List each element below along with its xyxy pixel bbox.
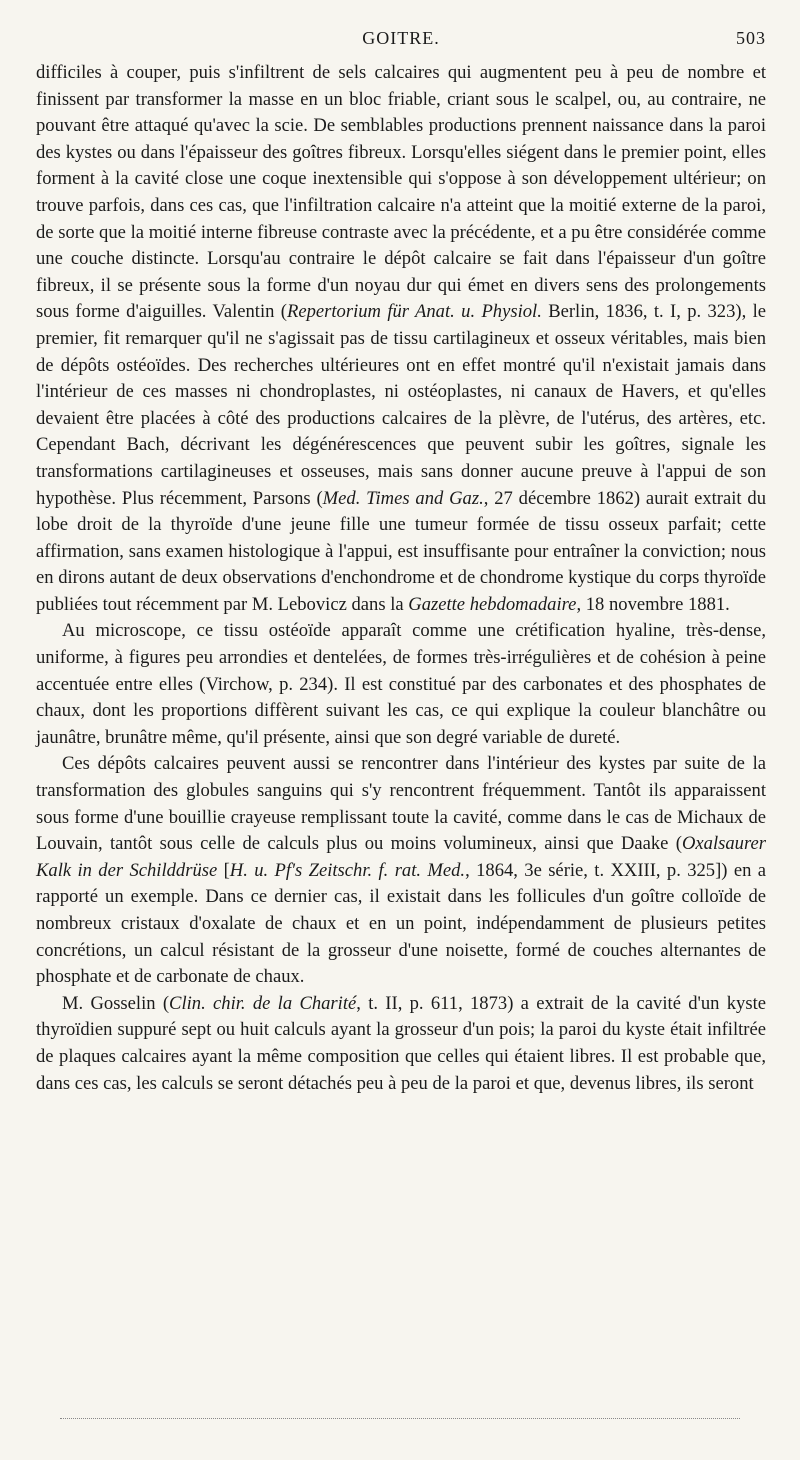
footer-dotted-rule xyxy=(60,1418,740,1419)
page-number: 503 xyxy=(736,28,766,48)
italic-citation: Med. Times and Gaz. xyxy=(322,487,484,509)
text-run: , t. II, p. 611, 1873) a extrait de la cavité d'un kyste thyroïdien suppuré sept ou huit calculs ayant la grosseur d'un pois; la paroi du kyste était infiltrée de plaques calcaires ayant la même composition que celles qui étaient libres. Il est probable que, dans ces cas, les calculs se seront détachés peu à peu de la paroi et que, devenus libres, ils seront xyxy=(36,992,767,1094)
italic-citation: Clin. chir. de la Charité xyxy=(169,992,357,1014)
page-header xyxy=(36,28,766,56)
running-title: GOITRE. xyxy=(362,28,440,48)
text-run: [ xyxy=(217,859,230,881)
text-run: , 1864, 3e série, t. XXIII, p. 325]) en a rapporté un exemple. Dans ce dernier cas, il existait dans les follicules d'un goître colloïde de nombreux cristaux d'oxalate de chaux et en un point, indépendamment de plusieurs petites concrétions, un calcul résistant de la grosseur d'une noisette, formé de couches alternantes de phosphate et de carbonate de chaux. xyxy=(36,859,767,988)
body-text xyxy=(36,60,766,1097)
text-run: Au microscope, ce tissu ostéoïde apparaît comme une crétification hyaline, très-dense, uniforme, à figures peu arrondies et dentelées, de formes très-irrégulières et de cohésion à peine accentuée entre elles (Virchow, p. 234). Il est constitué par des carbonates et des phosphates de chaux, dont les proportions diffèrent suivant les cas, ce qui explique la couleur blanchâtre ou jaunâtre, brunâtre même, qu'il présente, ainsi que son degré variable de dureté. xyxy=(36,620,766,748)
italic-citation: Oxalsaurer Kalk in der Schilddrüse xyxy=(36,833,766,881)
text-run: Ces dépôts calcaires peuvent aussi se rencontrer dans l'intérieur des kystes par suite de la transformation des globules sanguins qui s'y rencontrent fréquemment. Tantôt ils apparaissent sous forme d'une bouillie crayeuse remplissant toute la cavité, comme dans le cas de Michaux de Louvain, tantôt sous celle de calculs plus ou moins volumineux, ainsi que Daake ( xyxy=(36,753,766,855)
text-run: difficiles à couper, puis s'infiltrent de sels calcaires qui augmentent peu à peu de nombre et finissent par transformer la masse en un bloc friable, criant sous le scalpel, ou, au contraire, ne pouvant être attaqué qu'avec la scie. De semblables productions prennent naissance dans la paroi des kystes ou dans l'épaisseur des goîtres fibreux. Lorsqu'elles siégent dans le premier point, elles forment à la cavité close une coque inextensible qui s'oppose à son développement ultérieur; on trouve parfois, dans ces cas, que l'infiltration calcaire n'a atteint que la moitié externe de la paroi, de sorte que la moitié interne fibreuse contraste avec la précédente, et a pu être considérée comme une couche distincte. Lorsqu'au contraire le dépôt calcaire se fait dans l'épaisseur d'un goître fibreux, il se présente sous la forme d'un noyau dur qui émet en divers sens des prolongements sous forme d'aiguilles. Valentin ( xyxy=(36,62,766,323)
paragraph-3 xyxy=(36,751,766,990)
text-run: , 27 décembre 1862) aurait extrait du lobe droit de la thyroïde d'une jeune fille une tumeur formée de tissu osseux parfait; cette affirmation, sans examen histologique à l'appui, est insuffisante pour entraîner la conviction; nous en dirons autant de deux observations d'enchondrome et de chondrome kystique du corps thyroïde publiées tout récemment par M. Lebovicz dans la xyxy=(36,487,767,615)
paragraph-1 xyxy=(36,60,766,618)
text-run: , 18 novembre 1881. xyxy=(576,593,730,615)
italic-citation: H. u. Pf's Zeitschr. f. rat. Med. xyxy=(229,859,466,881)
paragraph-2 xyxy=(36,618,766,751)
text-run: Berlin, 1836, t. I, p. 323), le premier, fit remarquer qu'il ne s'agissait pas de tissu cartilagineux et osseux véritables, mais bien de dépôts ostéoïdes. Des recherches ultérieures ont en effet montré qu'il n'existait jamais dans l'intérieur de ces masses ni chondroplastes, ni ostéoplastes, ni canaux de Havers, et qu'elles devaient être placées à côté des productions calcaires de la plèvre, de l'utérus, des artères, etc. Cependant Bach, décrivant les dégénérescences que peuvent subir les goîtres, signale les transformations cartilagineuses et osseuses, mais sans donner aucune preuve à l'appui de son hypothèse. Plus récemment, Parsons ( xyxy=(36,301,767,509)
italic-citation: Repertorium für Anat. u. Physiol. xyxy=(286,301,542,323)
paragraph-4 xyxy=(36,991,766,1097)
text-run: M. Gosselin ( xyxy=(62,992,170,1014)
italic-citation: Gazette hebdomadaire xyxy=(408,593,577,615)
